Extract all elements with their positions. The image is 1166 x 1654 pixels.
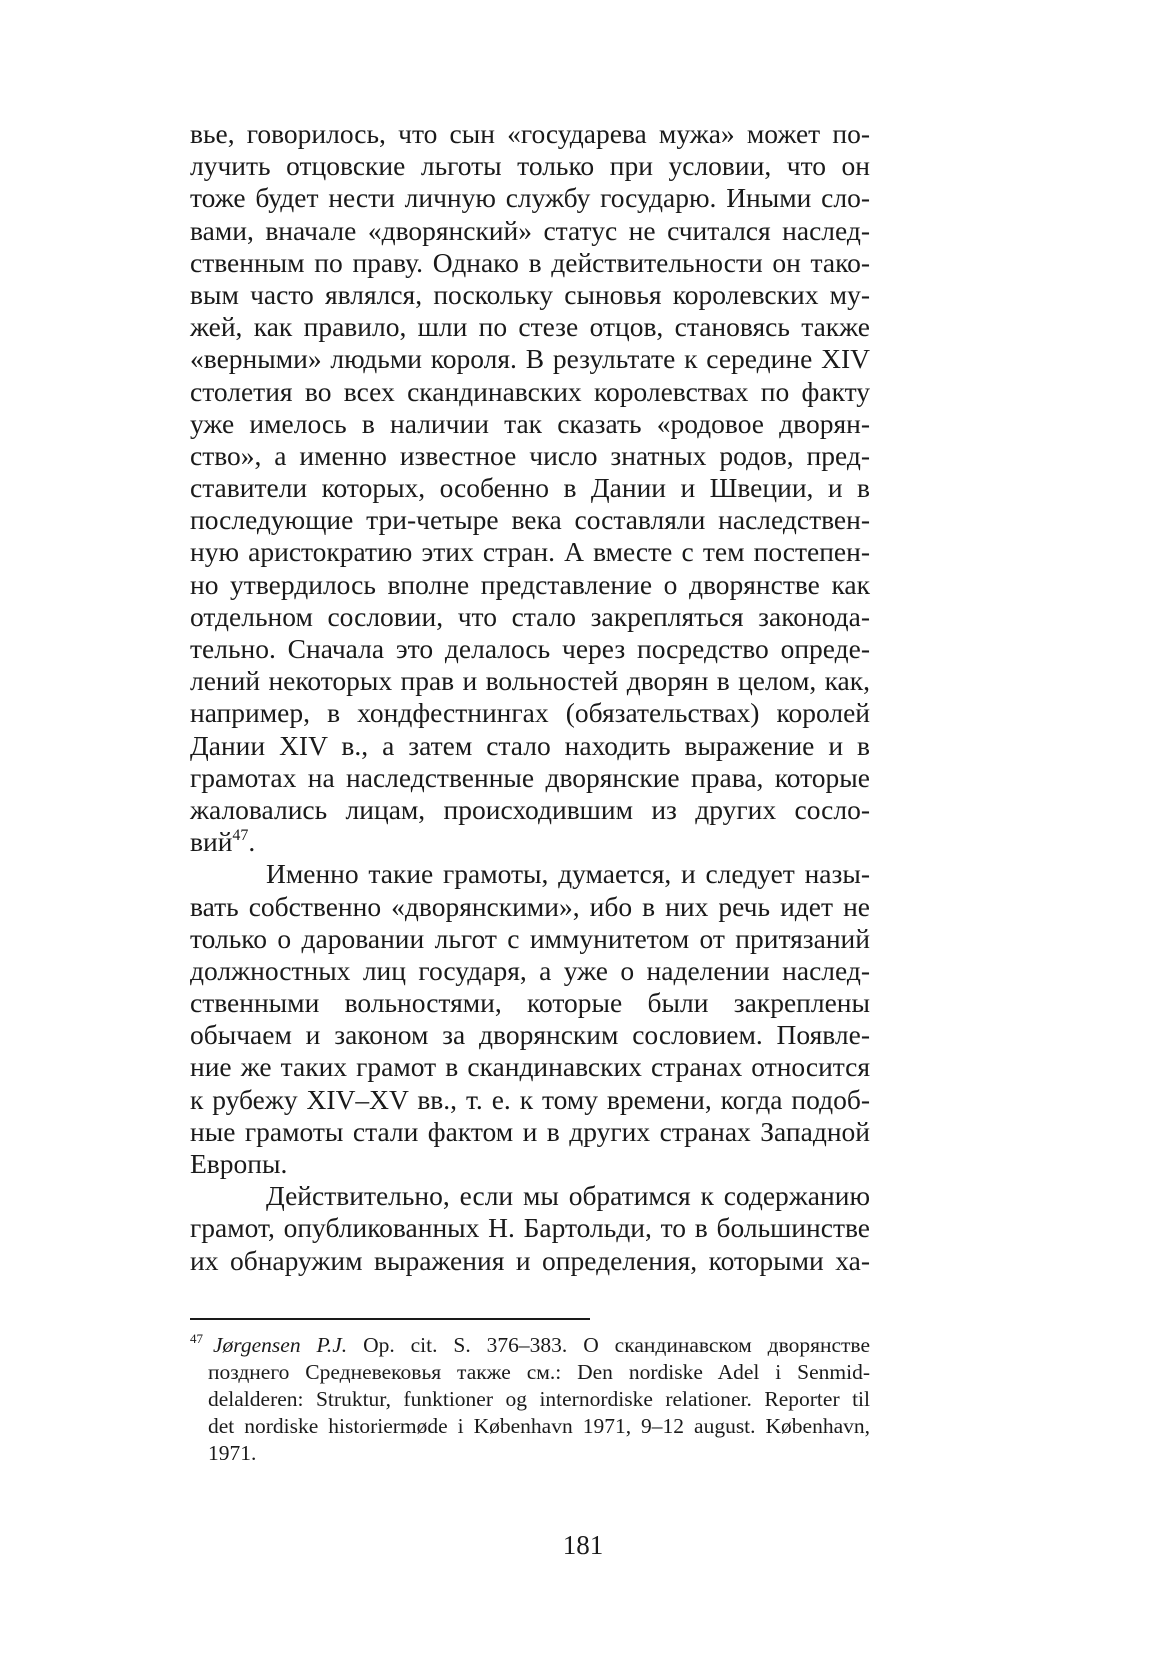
text-line: тоже будет нести личную службу государю. Иными сло- [190, 182, 870, 214]
text-line: грамот, опубликованных Н. Бартольди, то в большинстве [190, 1212, 870, 1244]
text-line: ственными вольностями, которые были закреплены [190, 987, 870, 1019]
footnote-author: Jørgensen P.J. [213, 1333, 348, 1357]
footnote-reference[interactable]: 47 [232, 827, 249, 845]
text-line: к рубежу XIV–XV вв., т. е. к тому времени, когда подоб- [190, 1083, 870, 1115]
text-line: жей, как правило, шли по стезе отцов, становясь также [190, 311, 870, 343]
text-line: тельно. Сначала это делалось через посредство опреде- [190, 633, 870, 664]
text-line: но утвердилось вполне представление о дворянстве как [190, 568, 870, 600]
footnote-47 [190, 1332, 870, 1467]
text-line: Дании XIV в., а затем стало находить выражение и в [190, 729, 870, 761]
text-line: грамотах на наследственные дворянские права, которые [190, 761, 870, 793]
main-text [190, 118, 870, 1277]
last-word: вий [190, 826, 233, 858]
text-line: например, в хондфестнингах (обязательствах) королей [190, 697, 870, 729]
text-line: обычаем и законом за дворянским сословием. Появле- [190, 1019, 870, 1051]
text-line: столетия во всех скандинавских королевствах по факту [190, 375, 870, 407]
text-line: ную аристократию этих стран. А вместе с тем постепен- [190, 536, 870, 568]
text-line: лучить отцовские льготы только при условии, что он [190, 150, 870, 182]
footnote-line: det nordiske historiermøde i København 1971, 9–12 august. København, [208, 1414, 870, 1438]
footnote-line: позднего Средневековья также см.: Den nordiske Adel i Senmid- [208, 1360, 870, 1384]
text-line: жаловались лицам, происходившим из других сосло- [190, 793, 870, 825]
footnote-line-last: 1971. [208, 1441, 257, 1465]
text-line: Именно такие грамоты, думается, и следует назы- [266, 858, 870, 890]
page-number: 181 [562, 1530, 604, 1560]
footnote-line [190, 1332, 870, 1359]
text-line: ные грамоты стали фактом и в других странах Западной [190, 1115, 870, 1147]
text-line: ство», а именно известное число знатных родов, пред- [190, 439, 870, 471]
paragraph-1 [190, 118, 870, 858]
text-line: вым часто являлся, поскольку сыновья королевских му- [190, 278, 870, 310]
text-line-last [190, 826, 870, 858]
text-line: должностных лиц государя, а уже о наделении наслед- [190, 954, 870, 986]
footnote-line: delalderen: Struktur, funktioner og internordiske relationer. Reporter til [208, 1387, 870, 1411]
text-line: последующие три-четыре века составляли наследствен- [190, 504, 870, 536]
text-line: ние же таких грамот в скандинавских странах относится [190, 1051, 870, 1083]
text-line: лений некоторых прав и вольностей дворян в целом, как, [190, 665, 870, 697]
footnote-text: Op. cit. S. 376–383. О скандинавском дворянстве [363, 1333, 871, 1357]
text-line: только о даровании льгот с иммунитетом от притязаний [190, 922, 870, 954]
text-line: вать собственно «дворянскими», ибо в них речь идет не [190, 890, 870, 922]
text-line: вье, говорилось, что сын «государева мужа» может по- [190, 118, 870, 149]
footnote-number: 47 [190, 1331, 203, 1346]
line-end: . [248, 826, 256, 858]
text-line: ставители которых, особенно в Дании и Швеции, и в [190, 472, 870, 504]
paragraph-3 [190, 1180, 870, 1277]
text-line-last: Европы. [190, 1148, 288, 1179]
text-line: отдельном сословии, что стало закрепляться законода- [190, 600, 870, 632]
footnote-divider [190, 1318, 590, 1320]
text-line: их обнаружим выражения и определения, которыми ха- [190, 1244, 870, 1276]
text-line: «верными» людьми короля. В результате к середине XIV [190, 343, 870, 375]
text-line: Действительно, если мы обратимся к содержанию [266, 1180, 870, 1212]
text-line: вами, вначале «дворянский» статус не считался наслед- [190, 214, 870, 246]
text-line: ственным по праву. Однако в действительности он тако- [190, 246, 870, 278]
text-line: уже имелось в наличии так сказать «родовое дворян- [190, 407, 870, 439]
paragraph-2 [190, 858, 870, 1180]
